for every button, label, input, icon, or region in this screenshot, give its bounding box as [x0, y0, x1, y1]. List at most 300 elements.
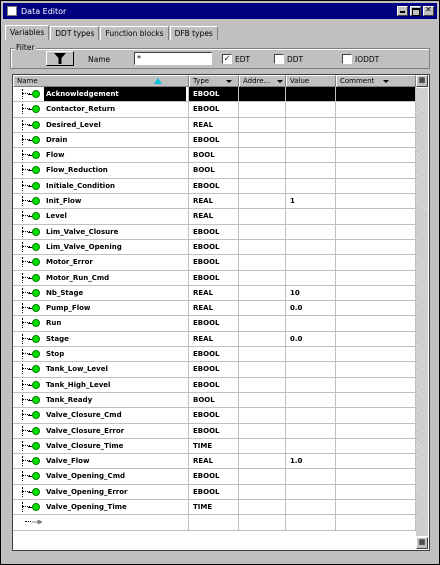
address-cell[interactable]: [239, 148, 286, 163]
name-cell[interactable]: [13, 286, 189, 301]
variable-icon: [32, 335, 40, 343]
value-cell[interactable]: [286, 424, 336, 439]
type-cell[interactable]: REAL: [189, 209, 239, 224]
tree-line: [22, 334, 23, 344]
variable-name: Valve_Opening_Error: [46, 487, 128, 496]
table-row[interactable]: [13, 286, 416, 301]
value-cell[interactable]: 0.0: [286, 332, 336, 347]
name-cell[interactable]: [13, 424, 189, 439]
comment-cell[interactable]: [336, 424, 416, 439]
filter-button[interactable]: [46, 51, 74, 66]
type-cell[interactable]: [189, 515, 239, 530]
value-cell[interactable]: [286, 500, 336, 515]
type-cell[interactable]: EBOOL: [189, 485, 239, 500]
tree-line: [22, 150, 23, 160]
address-cell[interactable]: [239, 225, 286, 240]
variable-name: Lim_Valve_Closure: [46, 227, 119, 236]
variable-icon: [32, 151, 40, 159]
table-row[interactable]: [13, 163, 416, 178]
variable-name: Stage: [46, 334, 69, 343]
value-cell[interactable]: [286, 225, 336, 240]
value-cell[interactable]: [286, 515, 336, 530]
name-cell[interactable]: [13, 163, 189, 178]
table-row[interactable]: [13, 316, 416, 331]
address-cell[interactable]: [239, 271, 286, 286]
variable-icon: [32, 197, 40, 205]
name-filter-input[interactable]: *: [134, 52, 212, 65]
edt-checkbox-label: EDT: [235, 55, 251, 64]
sort-ascending-icon: [154, 78, 162, 84]
name-cell[interactable]: [13, 393, 189, 408]
minimize-button[interactable]: [397, 6, 408, 16]
comment-cell[interactable]: [336, 255, 416, 270]
address-cell[interactable]: [239, 393, 286, 408]
variable-icon: [32, 136, 40, 144]
variable-name: Acknowledgement: [44, 87, 186, 101]
table-row[interactable]: [13, 408, 416, 423]
name-cell[interactable]: [13, 225, 189, 240]
tree-line: [22, 181, 23, 191]
variable-icon: [32, 427, 40, 435]
type-cell[interactable]: EBOOL: [189, 271, 239, 286]
variable-icon: [32, 411, 40, 419]
tree-line: [22, 211, 23, 221]
name-cell[interactable]: [13, 240, 189, 255]
type-cell[interactable]: EBOOL: [189, 362, 239, 377]
variable-icon: [32, 350, 40, 358]
variable-icon: [32, 166, 40, 174]
value-cell[interactable]: [286, 179, 336, 194]
comment-cell[interactable]: [336, 225, 416, 240]
value-cell[interactable]: [286, 163, 336, 178]
tree-branch: [25, 521, 31, 522]
name-cell[interactable]: [13, 485, 189, 500]
value-cell[interactable]: [286, 347, 336, 362]
tree-line: [22, 318, 23, 328]
variable-icon: [32, 381, 40, 389]
address-cell[interactable]: [239, 133, 286, 148]
address-cell[interactable]: [239, 500, 286, 515]
name-cell[interactable]: [13, 102, 189, 117]
edt-checkbox[interactable]: ✓: [223, 54, 231, 63]
table-row[interactable]: [13, 271, 416, 286]
tab-ddt-types[interactable]: DDT types: [50, 26, 99, 40]
table-row[interactable]: [13, 118, 416, 133]
tree-line: [22, 165, 23, 175]
tree-line: [22, 426, 23, 436]
tree-line: [22, 456, 23, 466]
column-name-label: Name: [17, 77, 38, 85]
name-cell[interactable]: [13, 408, 189, 423]
variable-name: Contactor_Return: [46, 105, 116, 114]
type-cell[interactable]: EBOOL: [189, 102, 239, 117]
chevron-down-icon[interactable]: [226, 80, 232, 83]
name-cell[interactable]: [13, 118, 189, 133]
comment-cell[interactable]: [336, 102, 416, 117]
variable-icon: [32, 182, 40, 190]
variable-icon: [32, 258, 40, 266]
name-cell[interactable]: [13, 378, 189, 393]
comment-cell[interactable]: [336, 485, 416, 500]
comment-cell[interactable]: [336, 332, 416, 347]
comment-cell[interactable]: [336, 454, 416, 469]
tab-function-blocks[interactable]: Function blocks: [100, 26, 168, 40]
variable-name: Desired_Level: [46, 120, 101, 129]
type-cell[interactable]: EBOOL: [189, 133, 239, 148]
address-cell[interactable]: [239, 316, 286, 331]
address-cell[interactable]: [239, 87, 286, 102]
name-cell[interactable]: [13, 316, 189, 331]
address-cell[interactable]: [239, 347, 286, 362]
type-cell[interactable]: TIME: [189, 439, 239, 454]
column-header-comment[interactable]: [336, 75, 416, 87]
variable-name: Valve_Flow: [46, 457, 90, 466]
value-cell[interactable]: [286, 271, 336, 286]
tree-line: [22, 487, 23, 497]
value-cell[interactable]: [286, 148, 336, 163]
variables-grid: [12, 74, 430, 551]
variable-icon: [32, 319, 40, 327]
table-row[interactable]: [13, 378, 416, 393]
window-icon: [7, 6, 17, 16]
variable-icon: [32, 365, 40, 373]
chevron-down-icon[interactable]: [383, 80, 389, 83]
table-row[interactable]: [13, 255, 416, 270]
variable-icon: [32, 304, 40, 312]
comment-cell[interactable]: [336, 301, 416, 316]
tab-variables[interactable]: Variables: [5, 25, 49, 40]
type-cell[interactable]: EBOOL: [189, 378, 239, 393]
funnel-icon: [54, 53, 66, 64]
variable-name: Nb_Stage: [46, 288, 84, 297]
variable-name: Valve_Opening_Cmd: [46, 472, 125, 481]
type-cell[interactable]: TIME: [189, 500, 239, 515]
address-cell[interactable]: [239, 286, 286, 301]
tree-line: [22, 120, 23, 130]
comment-cell[interactable]: [336, 362, 416, 377]
comment-cell[interactable]: [336, 87, 416, 102]
variable-icon: [32, 228, 40, 236]
variable-icon: [32, 212, 40, 220]
address-cell[interactable]: [239, 378, 286, 393]
variable-name: Motor_Error: [46, 258, 93, 267]
tree-line: [22, 349, 23, 359]
variable-icon: [32, 121, 40, 129]
address-cell[interactable]: [239, 332, 286, 347]
value-cell[interactable]: [286, 255, 336, 270]
tree-line: [22, 257, 23, 267]
value-cell[interactable]: 1.0: [286, 454, 336, 469]
table-row[interactable]: [13, 301, 416, 316]
type-cell[interactable]: EBOOL: [189, 225, 239, 240]
table-row[interactable]: [13, 102, 416, 117]
grid-header: [13, 75, 416, 87]
vertical-scrollbar[interactable]: [416, 88, 428, 536]
type-cell[interactable]: REAL: [189, 194, 239, 209]
value-cell[interactable]: [286, 439, 336, 454]
table-row[interactable]: [13, 469, 416, 484]
address-cell[interactable]: [239, 454, 286, 469]
value-cell[interactable]: [286, 240, 336, 255]
tree-line: [22, 303, 23, 313]
comment-cell[interactable]: [336, 148, 416, 163]
table-row[interactable]: [13, 209, 416, 224]
table-row[interactable]: [13, 240, 416, 255]
variable-name: Stop: [46, 350, 65, 359]
comment-cell[interactable]: [336, 408, 416, 423]
comment-cell[interactable]: [336, 347, 416, 362]
new-row-arrow-icon: [32, 520, 42, 524]
value-cell[interactable]: [286, 469, 336, 484]
name-cell[interactable]: [13, 301, 189, 316]
name-cell[interactable]: [13, 133, 189, 148]
comment-cell[interactable]: [336, 194, 416, 209]
grid-corner-button[interactable]: ▦: [416, 537, 428, 549]
table-row[interactable]: [13, 500, 416, 515]
variable-icon: [32, 289, 40, 297]
variable-name: Level: [46, 212, 67, 221]
address-cell[interactable]: [239, 301, 286, 316]
name-cell[interactable]: [13, 332, 189, 347]
comment-cell[interactable]: [336, 179, 416, 194]
column-header-value[interactable]: [286, 75, 336, 87]
table-row[interactable]: [13, 87, 416, 102]
comment-cell[interactable]: [336, 378, 416, 393]
tab-dfb-types[interactable]: DFB types: [170, 26, 218, 40]
table-row[interactable]: [13, 362, 416, 377]
variable-name: Valve_Closure_Cmd: [46, 411, 122, 420]
tree-line: [22, 135, 23, 145]
comment-cell[interactable]: [336, 209, 416, 224]
variable-name: Valve_Closure_Error: [46, 426, 125, 435]
column-header-name[interactable]: [13, 75, 189, 87]
name-cell[interactable]: [13, 148, 189, 163]
table-row[interactable]: [13, 148, 416, 163]
comment-cell[interactable]: [336, 439, 416, 454]
value-cell[interactable]: [286, 378, 336, 393]
address-cell[interactable]: [239, 515, 286, 530]
name-cell[interactable]: [13, 515, 189, 530]
tree-line: [22, 471, 23, 481]
address-cell[interactable]: [239, 408, 286, 423]
value-cell[interactable]: [286, 102, 336, 117]
variable-name: Flow: [46, 151, 65, 160]
value-cell[interactable]: [286, 87, 336, 102]
variable-name: Drain: [46, 135, 68, 144]
table-row[interactable]: [13, 485, 416, 500]
table-row[interactable]: [13, 439, 416, 454]
comment-cell[interactable]: [336, 316, 416, 331]
variable-icon: [32, 274, 40, 282]
tree-line: [22, 89, 23, 99]
value-cell[interactable]: [286, 209, 336, 224]
value-cell[interactable]: [286, 316, 336, 331]
comment-cell[interactable]: [336, 133, 416, 148]
variable-icon: [32, 243, 40, 251]
type-cell[interactable]: REAL: [189, 332, 239, 347]
type-cell[interactable]: EBOOL: [189, 424, 239, 439]
name-cell[interactable]: [13, 194, 189, 209]
window-title: Data Editor: [21, 6, 67, 16]
table-row[interactable]: [13, 424, 416, 439]
variable-name: Valve_Opening_Time: [46, 503, 127, 512]
table-row[interactable]: [13, 393, 416, 408]
type-cell[interactable]: EBOOL: [189, 469, 239, 484]
table-row[interactable]: [13, 347, 416, 362]
comment-cell[interactable]: [336, 515, 416, 530]
tab-bar: [5, 26, 219, 40]
variable-name: Lim_Valve_Opening: [46, 242, 122, 251]
name-cell[interactable]: [13, 362, 189, 377]
tree-line: [22, 502, 23, 512]
address-cell[interactable]: [239, 194, 286, 209]
variable-name: Pump_Flow: [46, 304, 91, 313]
address-cell[interactable]: [239, 439, 286, 454]
value-cell[interactable]: [286, 408, 336, 423]
type-cell[interactable]: EBOOL: [189, 316, 239, 331]
tree-line: [22, 288, 23, 298]
new-variable-row[interactable]: [13, 515, 416, 530]
name-cell[interactable]: [13, 87, 189, 102]
value-cell[interactable]: [286, 362, 336, 377]
value-cell[interactable]: 0.0: [286, 301, 336, 316]
variable-name: Tank_Ready: [46, 395, 93, 404]
type-cell[interactable]: EBOOL: [189, 255, 239, 270]
variable-icon: [32, 472, 40, 480]
ioddt-checkbox-label: IODDT: [355, 55, 380, 64]
column-value-label: Value: [290, 77, 310, 85]
type-cell[interactable]: EBOOL: [189, 87, 239, 102]
tree-line: [22, 196, 23, 206]
name-cell[interactable]: [13, 454, 189, 469]
table-row[interactable]: [13, 194, 416, 209]
variable-icon: [32, 105, 40, 113]
tree-line: [22, 441, 23, 451]
grid-rows: [13, 87, 416, 531]
comment-cell[interactable]: [336, 500, 416, 515]
ddt-checkbox-label: DDT: [287, 55, 304, 64]
chevron-down-icon[interactable]: [277, 80, 283, 83]
maximize-button[interactable]: [410, 6, 421, 16]
tree-line: [22, 410, 23, 420]
table-row[interactable]: [13, 133, 416, 148]
column-comment-label: Comment: [340, 77, 375, 85]
tree-line: [22, 395, 23, 405]
variable-icon: [32, 503, 40, 511]
type-cell[interactable]: EBOOL: [189, 347, 239, 362]
variable-name: Tank_High_Level: [46, 380, 111, 389]
type-cell[interactable]: BOOL: [189, 393, 239, 408]
type-cell[interactable]: EBOOL: [189, 179, 239, 194]
type-cell[interactable]: EBOOL: [189, 408, 239, 423]
address-cell[interactable]: [239, 118, 286, 133]
address-cell[interactable]: [239, 102, 286, 117]
type-cell[interactable]: REAL: [189, 301, 239, 316]
name-cell[interactable]: [13, 255, 189, 270]
address-cell[interactable]: [239, 255, 286, 270]
column-header-type[interactable]: [189, 75, 239, 87]
name-filter-label: Name: [88, 55, 111, 64]
tree-line: [22, 273, 23, 283]
value-cell[interactable]: [286, 118, 336, 133]
address-cell[interactable]: [239, 424, 286, 439]
table-row[interactable]: [13, 179, 416, 194]
ddt-checkbox[interactable]: [274, 54, 284, 64]
name-cell[interactable]: [13, 439, 189, 454]
address-cell[interactable]: [239, 209, 286, 224]
variable-name: Init_Flow: [46, 197, 82, 206]
type-cell[interactable]: REAL: [189, 286, 239, 301]
name-cell[interactable]: [13, 271, 189, 286]
name-cell[interactable]: [13, 469, 189, 484]
variable-icon: [32, 90, 40, 98]
name-cell[interactable]: [13, 179, 189, 194]
type-cell[interactable]: REAL: [189, 118, 239, 133]
tree-line: [22, 104, 23, 114]
address-cell[interactable]: [239, 179, 286, 194]
variable-icon: [32, 488, 40, 496]
table-row[interactable]: [13, 454, 416, 469]
comment-cell[interactable]: [336, 240, 416, 255]
type-cell[interactable]: BOOL: [189, 163, 239, 178]
value-cell[interactable]: 10: [286, 286, 336, 301]
value-cell[interactable]: 1: [286, 194, 336, 209]
address-cell[interactable]: [239, 240, 286, 255]
comment-cell[interactable]: [336, 393, 416, 408]
column-type-label: Type: [193, 77, 210, 85]
value-cell[interactable]: [286, 393, 336, 408]
title-bar[interactable]: [3, 3, 437, 19]
tree-line: [22, 380, 23, 390]
address-cell[interactable]: [239, 362, 286, 377]
address-cell[interactable]: [239, 485, 286, 500]
table-row[interactable]: [13, 225, 416, 240]
value-cell[interactable]: [286, 485, 336, 500]
tree-line: [22, 242, 23, 252]
type-cell[interactable]: EBOOL: [189, 240, 239, 255]
table-row[interactable]: [13, 332, 416, 347]
variable-icon: [32, 396, 40, 404]
name-cell[interactable]: [13, 347, 189, 362]
comment-cell[interactable]: [336, 286, 416, 301]
variable-name: Tank_Low_Level: [46, 365, 108, 374]
comment-cell[interactable]: [336, 469, 416, 484]
type-cell[interactable]: BOOL: [189, 148, 239, 163]
scrollbar-thumb[interactable]: [416, 88, 428, 536]
variable-name: Flow_Reduction: [46, 166, 108, 175]
column-settings-button[interactable]: ▦: [416, 75, 428, 87]
name-cell[interactable]: [13, 209, 189, 224]
filter-group-label: Filter: [16, 43, 35, 52]
variable-icon: [32, 442, 40, 450]
close-button[interactable]: [423, 6, 434, 16]
variable-name: Run: [46, 319, 62, 328]
name-cell[interactable]: [13, 500, 189, 515]
value-cell[interactable]: [286, 133, 336, 148]
variable-name: Valve_Closure_Time: [46, 441, 124, 450]
column-address-label: Addre...: [243, 77, 271, 85]
column-header-address[interactable]: [239, 75, 286, 87]
tree-line: [22, 227, 23, 237]
comment-cell[interactable]: [336, 118, 416, 133]
tree-line: [22, 364, 23, 374]
address-cell[interactable]: [239, 469, 286, 484]
ioddt-checkbox[interactable]: [342, 54, 352, 64]
address-cell[interactable]: [239, 163, 286, 178]
comment-cell[interactable]: [336, 163, 416, 178]
type-cell[interactable]: REAL: [189, 454, 239, 469]
comment-cell[interactable]: [336, 271, 416, 286]
